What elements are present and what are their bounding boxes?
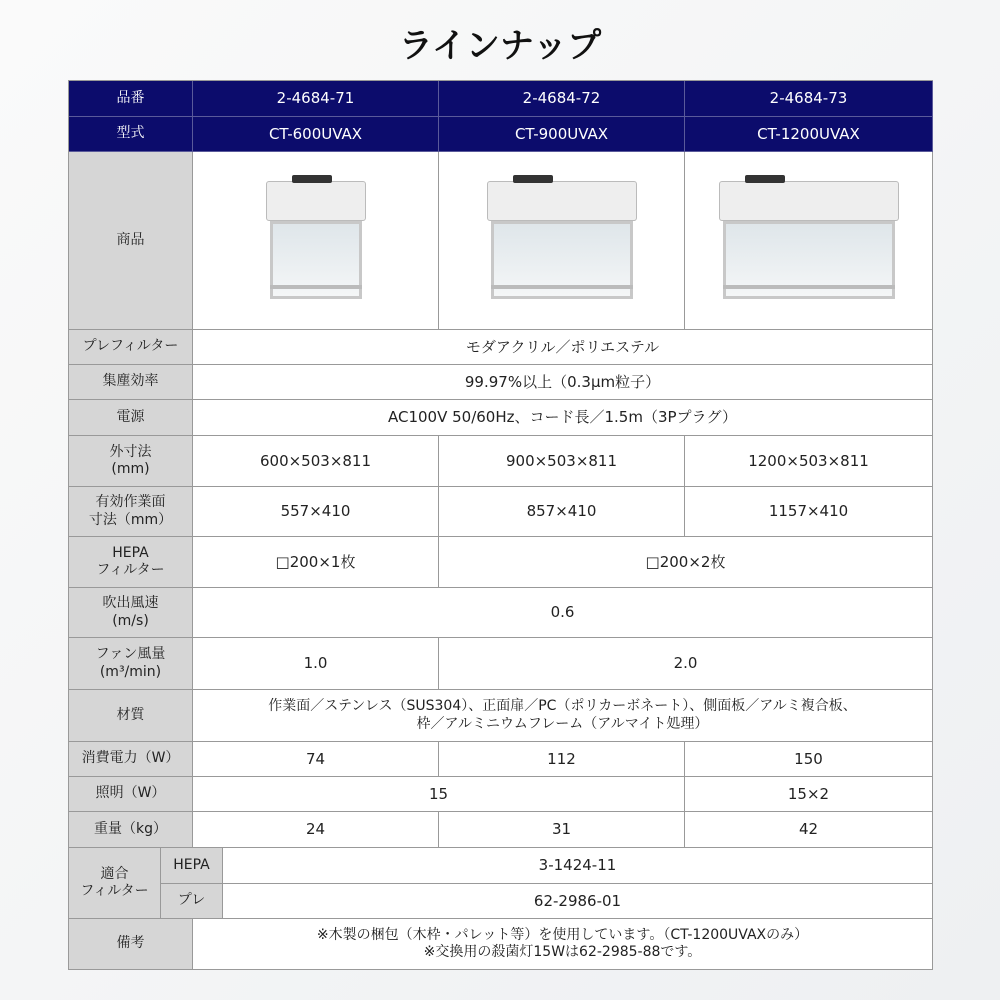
row-weight bbox=[69, 812, 933, 848]
label-product: 商品 bbox=[69, 152, 193, 330]
product-image-1 bbox=[193, 152, 439, 330]
row-airspeed bbox=[69, 588, 933, 638]
row-efficiency bbox=[69, 365, 933, 400]
consumption-2: 112 bbox=[439, 742, 685, 777]
row-fan bbox=[69, 638, 933, 690]
hepa-1: □200×1枚 bbox=[193, 537, 439, 588]
row-hepa bbox=[69, 537, 933, 588]
row-work bbox=[69, 487, 933, 537]
label-outer: 外寸法 (mm) bbox=[69, 436, 193, 487]
weight-1: 24 bbox=[193, 812, 439, 848]
power-value: AC100V 50/60Hz、コード長／1.5m（3Pプラグ） bbox=[193, 400, 933, 436]
row-outer bbox=[69, 436, 933, 487]
work-3: 1157×410 bbox=[685, 487, 933, 537]
label-filter: 適合 フィルター bbox=[69, 848, 161, 919]
outer-2: 900×503×811 bbox=[439, 436, 685, 487]
label-notes: 備考 bbox=[69, 919, 193, 970]
row-model bbox=[69, 117, 933, 152]
light-2: 15×2 bbox=[685, 777, 933, 812]
light-1: 15 bbox=[193, 777, 685, 812]
consumption-3: 150 bbox=[685, 742, 933, 777]
fan-1: 1.0 bbox=[193, 638, 439, 690]
part-no-1: 2-4684-71 bbox=[193, 81, 439, 117]
row-product bbox=[69, 152, 933, 330]
work-1: 557×410 bbox=[193, 487, 439, 537]
efficiency-value: 99.97%以上（0.3μm粒子） bbox=[193, 365, 933, 400]
label-part-no: 品番 bbox=[69, 81, 193, 117]
weight-2: 31 bbox=[439, 812, 685, 848]
outer-3: 1200×503×811 bbox=[685, 436, 933, 487]
material-value: 作業面／ステンレス（SUS304）、正面扉／PC（ポリカーボネート）、側面板／アルミ複合板、 枠／アルミニウムフレーム（アルマイト処理） bbox=[193, 690, 933, 742]
outer-1: 600×503×811 bbox=[193, 436, 439, 487]
filter-hepa-value: 3-1424-11 bbox=[223, 848, 933, 884]
label-efficiency: 集塵効率 bbox=[69, 365, 193, 400]
label-fan: ファン風量 (m³/min) bbox=[69, 638, 193, 690]
row-consumption bbox=[69, 742, 933, 777]
row-part-no bbox=[69, 81, 933, 117]
page-title: ラインナップ bbox=[398, 26, 602, 66]
part-no-2: 2-4684-72 bbox=[439, 81, 685, 117]
label-work: 有効作業面 寸法（mm） bbox=[69, 487, 193, 537]
filter-pre-value: 62-2986-01 bbox=[223, 884, 933, 919]
row-notes bbox=[69, 919, 933, 970]
row-filter bbox=[69, 848, 933, 919]
row-prefilter bbox=[69, 330, 933, 365]
label-filter-hepa: HEPA bbox=[161, 848, 223, 884]
hepa-2: □200×2枚 bbox=[439, 537, 933, 588]
part-no-3: 2-4684-73 bbox=[685, 81, 933, 117]
lineup-table bbox=[68, 80, 933, 970]
label-material: 材質 bbox=[69, 690, 193, 742]
work-2: 857×410 bbox=[439, 487, 685, 537]
label-weight: 重量（kg） bbox=[69, 812, 193, 848]
label-filter-pre: プレ bbox=[161, 884, 223, 919]
label-model: 型式 bbox=[69, 117, 193, 152]
consumption-1: 74 bbox=[193, 742, 439, 777]
label-consumption: 消費電力（W） bbox=[69, 742, 193, 777]
label-power: 電源 bbox=[69, 400, 193, 436]
model-1: CT-600UVAX bbox=[193, 117, 439, 152]
label-hepa: HEPA フィルター bbox=[69, 537, 193, 588]
airspeed-value: 0.6 bbox=[193, 588, 933, 638]
product-image-2 bbox=[439, 152, 685, 330]
notes-value: ※木製の梱包（木枠・パレット等）を使用しています。（CT-1200UVAXのみ） ※交換用の殺菌灯15Wは62-2985-88です。 bbox=[193, 919, 933, 970]
weight-3: 42 bbox=[685, 812, 933, 848]
model-3: CT-1200UVAX bbox=[685, 117, 933, 152]
fan-2: 2.0 bbox=[439, 638, 933, 690]
label-prefilter: プレフィルター bbox=[69, 330, 193, 365]
row-light bbox=[69, 777, 933, 812]
model-2: CT-900UVAX bbox=[439, 117, 685, 152]
label-light: 照明（W） bbox=[69, 777, 193, 812]
row-material bbox=[69, 690, 933, 742]
prefilter-value: モダアクリル／ポリエステル bbox=[193, 330, 933, 365]
product-image-3 bbox=[685, 152, 933, 330]
label-airspeed: 吹出風速 (m/s) bbox=[69, 588, 193, 638]
row-power bbox=[69, 400, 933, 436]
